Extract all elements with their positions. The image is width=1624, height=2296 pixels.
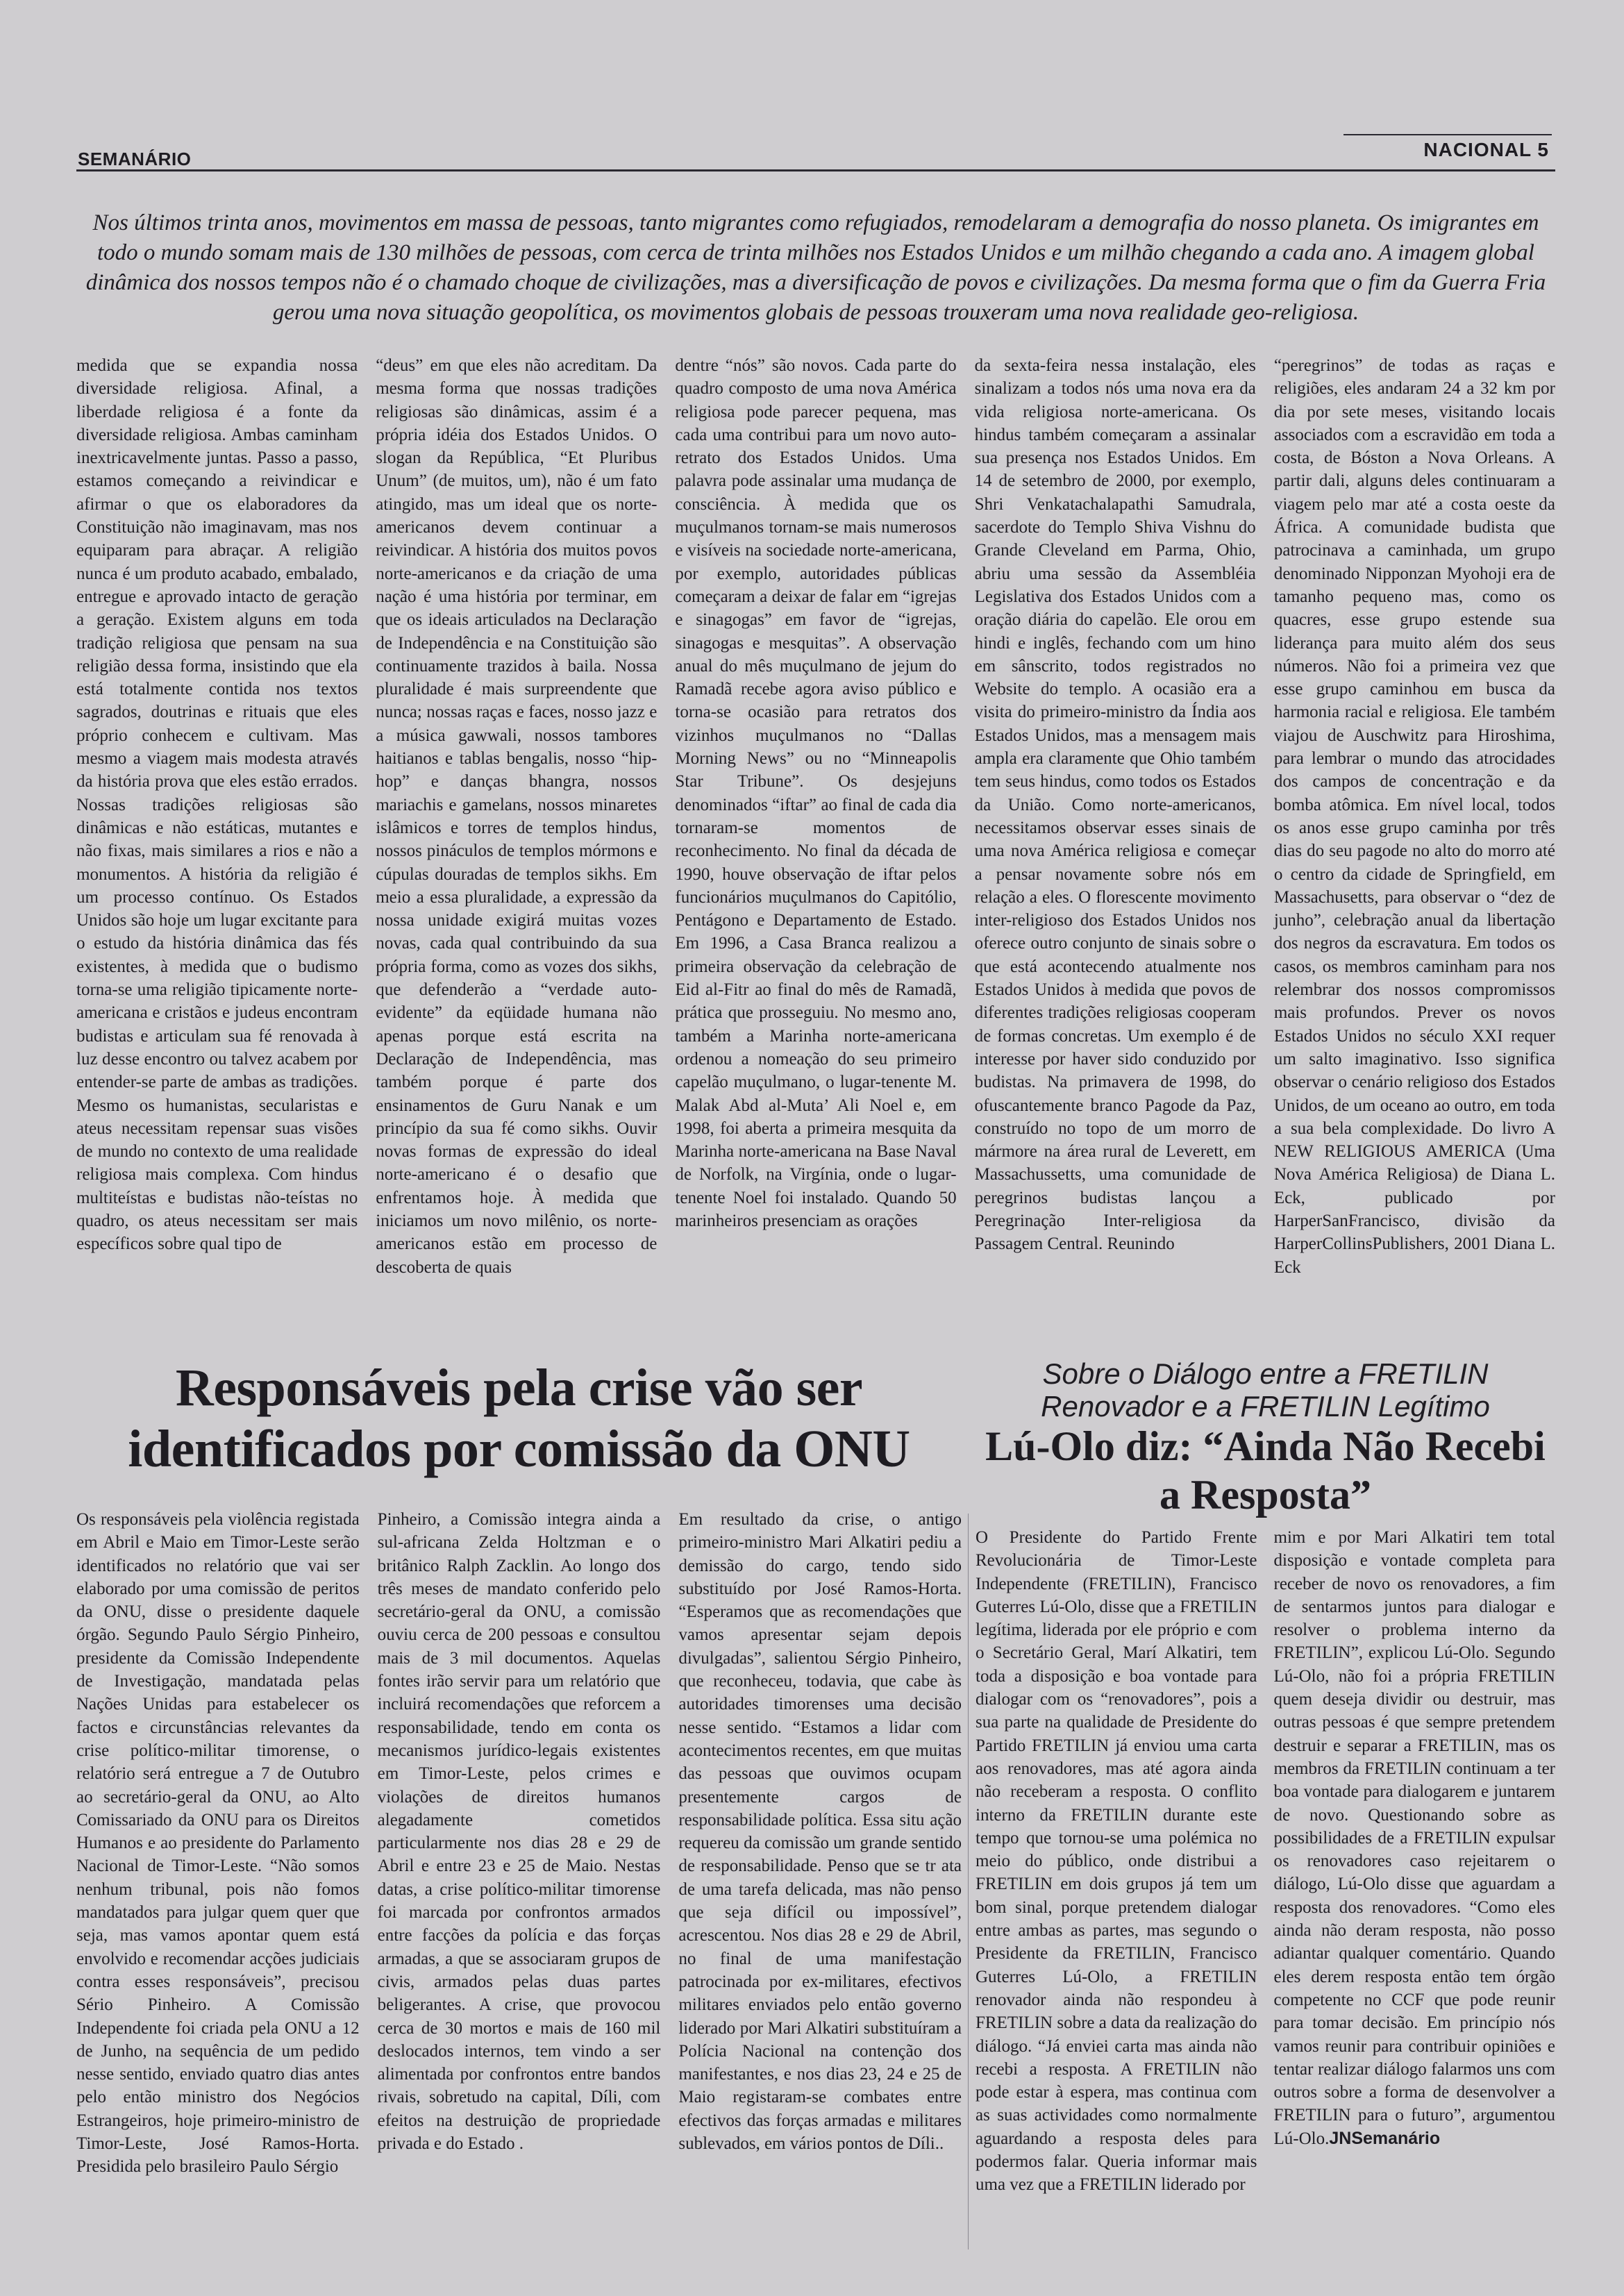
signature: JNSemanário	[1329, 2128, 1441, 2148]
article-fretilin-columns	[976, 1526, 1555, 2255]
header-rule	[76, 169, 1555, 171]
headline-onu: Responsáveis pela crise vão ser identificados por comissão da ONU	[128, 1359, 910, 1478]
article-column: Pinheiro, a Comissão integra ainda a sul-africana Zelda Holtzman e o britânico Ralph Zacklin. Ao longo dos três meses de mandato conferido pelo secretário-geral da ONU, a comissão ouviu cerca de 200 pessoas e consultou mais de 3 mil documentos. Aquelas fontes irão servir para um relatório que incluirá recomendações que reforcem a responsabilidade, tendo em conta os mecanismos jurídico-legais existentes em Timor-Leste, pelos crimes e violações de direitos humanos alegadamente cometidos particularmente nos dias 28 e 29 de Abril e entre 23 e 25 de Maio. Nestas datas, a crise político-militar timorense foi marcada por confrontos armados entre facções da polícia e das forças armadas, a que se associaram grupos de civis, armados pelas duas partes beligerantes. A crise, que provocou cerca de 30 mortos e mais de 160 mil deslocados internos, tem vindo a ser alimentada por confrontos entre bandos rivais, sobretudo na capital, Díli, com efeitos na destruição de propriedade privada e do Estado .	[377, 1510, 661, 2154]
headline-fretilin: Lú-Olo diz: “Ainda Não Recebi a Resposta”	[985, 1423, 1546, 1518]
article-column: Os responsáveis pela violência registada em Abril e Maio em Timor-Leste serão identificados no relatório que vai ser elaborado por uma comissão de peritos da ONU, disse o presidente daquele órgão. Segundo Paulo Sérgio Pinheiro, presidente da Comissão Independente de Investigação, mandatada pelas Nações Unidas para estabelecer os factos e circunstâncias relevantes da crise político-militar timorense, o relatório será entregue a 7 de Outubro ao secretário-geral da ONU, ao Alto Comissariado da ONU para os Direitos Humanos e ao presidente do Parlamento Nacional de Timor-Leste. “Não somos nenhum tribunal, pois não fomos mandatados para julgar quem quer que seja, mas vamos apontar quem está envolvido e recomendar acções judiciais contra esses responsáveis”, precisou Sério Pinheiro. A Comissão Independente foi criada pela ONU a 12 de Junho, na sequência de um pedido nesse sentido, enviado quatro dias antes pelo então ministro dos Negócios Estrangeiros, hoje primeiro-ministro de Timor-Leste, José Ramos-Horta. Presidida pelo brasileiro Paulo Sérgio	[76, 1510, 360, 2177]
article-column-text: mim e por Mari Alkatiri tem total disposição e vontade completa para receber de novo os renovadores, a fim de sentarmos juntos para dialogar e resolver o problema interno da FRETILIN”, explicou Lú-Olo. Segundo Lú-Olo, não foi a própria FRETILIN quem deseja dividir ou destruir, mas outras pessoas é que sempre pretendem destruir e separar a FRETILIN, mas os membros da FRETILIN continuam a ter boa vontade para dialogarem e juntarem de novo. Questionando sobre as possibilidades de a FRETILIN expulsar os renovadores caso rejeitarem o diálogo, Lú-Olo disse que aguardam a resposta dos renovadores. “Como eles ainda não deram resposta, não posso adiantar qualquer comentário. Quando eles derem resposta então tem órgão competente no CCF que pode reunir para tomar decisão. Em princípio nós vamos reunir para contribuir opiniões e tentar realizar diálogo falarmos uns com outros sobre a forma de desenvolver a FRETILIN para o futuro”, argumentou Lú-Olo.	[1273, 1528, 1555, 2148]
article-column: dentre “nós” são novos. Cada parte do quadro composto de uma nova América religiosa pode parecer pequena, mas cada uma contribui para um novo auto-retrato dos Estados Unidos. Uma palavra pode assinalar uma mudança de consciência. À medida que os muçulmanos tornam-se mais numerosos e visíveis na sociedade norte-americana, por exemplo, autoridades públicas começaram a deixar de falar em “igrejas e sinagogas” em favor de “igrejas, sinagogas e mesquitas”. A observação anual do mês muçulmano de jejum do Ramadã recebe agora aviso público e torna-se ocasião para retratos dos vizinhos muçulmanos no “Dallas Morning News” ou no “Minneapolis Star Tribune”. Os desjejuns denominados “iftar” ao final de cada dia tornaram-se momentos de reconhecimento. No final da década de 1990, houve observação de iftar pelos funcionários muçulmanos do Capitólio, Pentágono e Departamento de Estado. Em 1996, a Casa Branca realizou a primeira observação da celebração de Eid al-Fitr ao final do mês de Ramadã, prática que prosseguiu. No mesmo ano, também a Marinha norte-americana ordenou a nomeação do seu primeiro capelão muçulmano, o lugar-tenente M. Malak Abd al-Muta’ Ali Noel e, em 1998, foi aberta a primeira mesquita da Marinha norte-americana na Base Naval de Norfolk, na Virgínia, onde o lugar-tenente Noel foi instalado. Quando 50 marinheiros presenciam as orações	[675, 356, 957, 1230]
article-column: Em resultado da crise, o antigo primeiro-ministro Mari Alkatiri pediu a demissão do cargo, tendo sido substituído por José Ramos-Horta. “Esperamos que as recomendações que vamos apresentar sejam depois divulgadas”, salientou Sérgio Pinheiro, que reconheceu, todavia, que cabe às autoridades timorenses uma decisão nesse sentido. “Estamos a lidar com acontecimentos recentes, em que muitas das pessoas que ouvimos ocupam presentemente cargos de responsabilidade política. Essa situ ação requereu da comissão um grande sentido de responsabilidade. Penso que se tr ata de uma tarefa delicada, mas não penso que seja difícil ou impossível”, acrescentou. Nos dias 28 e 29 de Abril, no final de uma manifestação patrocinada por ex-militares, efectivos militares enviados pelo então governo liderado por Mari Alkatiri substituíram a Polícia Nacional na contenção dos manifestantes, e nos dias 23, 24 e 25 de Maio registaram-se combates entre efectivos das forças armadas e militares sublevados, em vários pontos de Díli..	[678, 1510, 962, 2154]
article-column: O Presidente do Partido Frente Revolucionária de Timor-Leste Independente (FRETILIN), Francisco Guterres Lú-Olo, disse que a FRETILIN legítima, liderada por ele próprio e com o Secretário Geral, Marí Alkatiri, tem toda a disposição e boa vontade para dialogar com os “renovadores”, pois a sua parte na qualidade de Presidente do Partido FRETILIN já enviou uma carta aos renovadores, mas até agora ainda não receberam a resposta. O conflito interno da FRETILIN durante este tempo que tornou-se uma polémica no meio do público, onde distribui a FRETILIN em dois grupos já tem um bom sinal, porque pretendem dialogar entre ambas as partes, mas segundo o Presidente da FRETILIN, Francisco Guterres Lú-Olo, a FRETILIN renovador ainda não respondeu à FRETILIN sobre a data da realização do diálogo. “Já enviei carta mas ainda não recebi a resposta. A FRETILIN não pode estar à espera, mas continua com as suas actividades como normalmente aguardando a resposta deles para podermos falar. Queria informar mais uma vez que a FRETILIN liderado por	[976, 1528, 1257, 2195]
header-rule-right	[1343, 134, 1552, 135]
article-column: medida que se expandia nossa diversidade religiosa. Afinal, a liberdade religiosa é a fonte da diversidade religiosa. Ambas caminham inextricavelmente juntas. Passo a passo, estamos começando a reivindicar e afirmar o que os elaboradores da Constituição não imaginavam, mas nos equiparam para abraçar. A religião nunca é um produto acabado, embalado, entregue e aprovado intacto de geração a geração. Existem alguns em toda tradição religiosa que pensam na sua religião dessa forma, insistindo que ela está totalmente contida nos textos sagrados, doutrinas e rituais que eles próprio conhecem e cultivam. Mas mesmo a viagem mais modesta através da história prova que eles estão errados. Nossas tradições religiosas são dinâmicas e não estáticas, mutantes e não fixas, mais similares a rios e não a monumentos. A história da religião é um processo contínuo. Os Estados Unidos são hoje um lugar excitante para o estudo da história dinâmica das fés existentes, à medida que o budismo torna-se uma religião tipicamente norte-americana e cristãos e judeus encontram budistas e articulam sua fé renovada à luz desse encontro ou talvez acabem por entender-se parte de ambas as tradições. Mesmo os humanistas, secularistas e ateus necessitam repensar suas visões de mundo no contexto de uma realidade religiosa mais complexa. Com hindus multiteístas e budistas não-teístas no quadro, os ateus necessitam ser mais específicos sobre qual tipo de	[76, 356, 358, 1254]
page-label: NACIONAL 5	[1423, 139, 1549, 160]
article-column: “deus” em que eles não acreditam. Da mesma forma que nossas tradições religiosas são dinâmicas, assim é a própria idéia dos Estados Unidos. O slogan da República, “Et Pluribus Unum” (de muitos, um), não é um fato atingido, mas um ideal que os norte-americanos devem continuar a reivindicar. A história dos muitos povos norte-americanos e da criação de uma nação é uma história por terminar, em que os ideais articulados na Declaração de Independência e na Constituição são continuamente trazidos à baila. Nossa pluralidade é mais surpreendente que nunca; nossas raças e faces, nosso jazz e a música gawwali, nossos tambores haitianos e tablas bengalis, nosso “hip-hop” e danças bhangra, nossos mariachis e gamelans, nossos minaretes islâmicos e torres de templos hindus, nossos pináculos de templos mórmons e cúpulas douradas de templos sikhs. Em meio a essa pluralidade, a expressão da nossa unidade exigirá muitas vozes novas, cada qual contribuindo da sua própria forma, como as vozes dos sikhs, que defenderão a “verdade auto-evidente” da eqüidade humana não apenas porque está escrita na Declaração de Independência, mas também porque é parte dos ensinamentos de Guru Nanak e um princípio da sua fé como sikhs. Ouvir novas formas de expressão do ideal norte-americano é o desafio que enfrentamos hoje. À medida que iniciamos um novo milênio, os norte-americanos estão em processo de descoberta de quais	[376, 356, 658, 1277]
column-divider	[968, 1514, 969, 2249]
section-title: SEMANÁRIO	[78, 149, 192, 169]
article-column	[1274, 1526, 1556, 2255]
kicker-fretilin: Sobre o Diálogo entre a FRETILIN Renovador e a FRETILIN Legítimo	[1041, 1357, 1490, 1423]
article-column: da sexta-feira nessa instalação, eles sinalizam a todos nós uma nova era da vida religiosa norte-americana. Os hindus também começaram a assinalar sua presença nos Estados Unidos. Em 14 de setembro de 2000, por exemplo, Shri Venkatachalapathi Samudrala, sacerdote do Templo Shiva Vishnu do Grande Cleveland em Parma, Ohio, abriu uma sessão da Assembléia Legislativa dos Estados Unidos com a oração diária do capelão. Ele orou em hindi e inglês, fechando com um hino em sânscrito, todos registrados no Website do templo. A ocasião era a visita do primeiro-ministro da Índia aos Estados Unidos, mas a mensagem mais ampla era claramente que Ohio também tem seus hindus, como todos os Estados da União. Como norte-americanos, necessitamos observar esses sinais de uma nova América religiosa e começar a pensar novamente sobre nós em relação a eles. O florescente movimento inter-religioso dos Estados Unidos nos oferece outro conjunto de sinais sobre o que está acontecendo atualmente nos Estados Unidos à medida que povos de diferentes tradições religiosas cooperam de formas concretas. Um exemplo é de interesse por haver sido conduzido por budistas. Na primavera de 1998, do ofuscantemente branco Pagode da Paz, construído no topo de um morro de mármore na área rural de Leverett, em Massachussetts, uma comunidade de peregrinos budistas lançou a Peregrinação Inter-religiosa da Passagem Central. Reunindo	[974, 356, 1256, 1254]
article-column: “peregrinos” de todas as raças e religiões, eles andaram 24 a 32 km por dia por sete meses, visitando locais associados com a escravidão em toda a costa, de Bóston a Nova Orleans. A partir dali, alguns deles continuaram a viagem pelo mar até a costa oeste da África. A comunidade budista que patrocinava a caminhada, um grupo denominado Nipponzan Myohoji era de tamanho pequeno mas, como os quacres, esse grupo estende sua liderança para muito além dos seus números. Não foi a primeira vez que esse grupo caminhou em busca da harmonia racial e religiosa. Ele também viajou de Auschwitz para Hiroshima, para lembrar o mundo das atrocidades dos campos de concentração e da bomba atômica. Em nível local, todos os anos esse grupo caminha por três dias do seu pagode no alto do morro até o centro da cidade de Springfield, em Massachusetts, para observar o “dez de junho”, celebração anual da libertação dos negros da escravatura. Em todos os casos, os membros caminham para nos relembrar dos nossos compromissos mais profundos. Prever os novos Estados Unidos no século XXI requer um salto imaginativo. Isso significa observar o cenário religioso dos Estados Unidos, de um oceano ao outro, em toda a sua bela complexidade. Do livro A NEW RELIGIOUS AMERICA (Uma Nova América Religiosa) de Diana L. Eck, publicado por HarperSanFrancisco, divisão da HarperCollinsPublishers, 2001 Diana L. Eck	[1273, 356, 1556, 1277]
article-religion-columns	[76, 354, 1555, 1350]
article-onu-columns	[76, 1508, 962, 2254]
intro-paragraph: Nos últimos trinta anos, movimentos em massa de pessoas, tanto migrantes como refugiados, remodelaram a demografia do nosso planeta. Os imigrantes em todo o mundo somam mais de 130 milhões de pessoas, com cerca de trinta milhões nos Estados Unidos e um milhão chegando a cada ano. A imagem global dinâmica dos nossos tempos não é o chamado choque de civilizações, mas a diversificação de povos e civilizações. Da mesma forma que o fim da Guerra Fria gerou uma nova situação geopolítica, os movimentos globais de pessoas trouxeram uma nova realidade geo-religiosa.	[85, 210, 1546, 325]
